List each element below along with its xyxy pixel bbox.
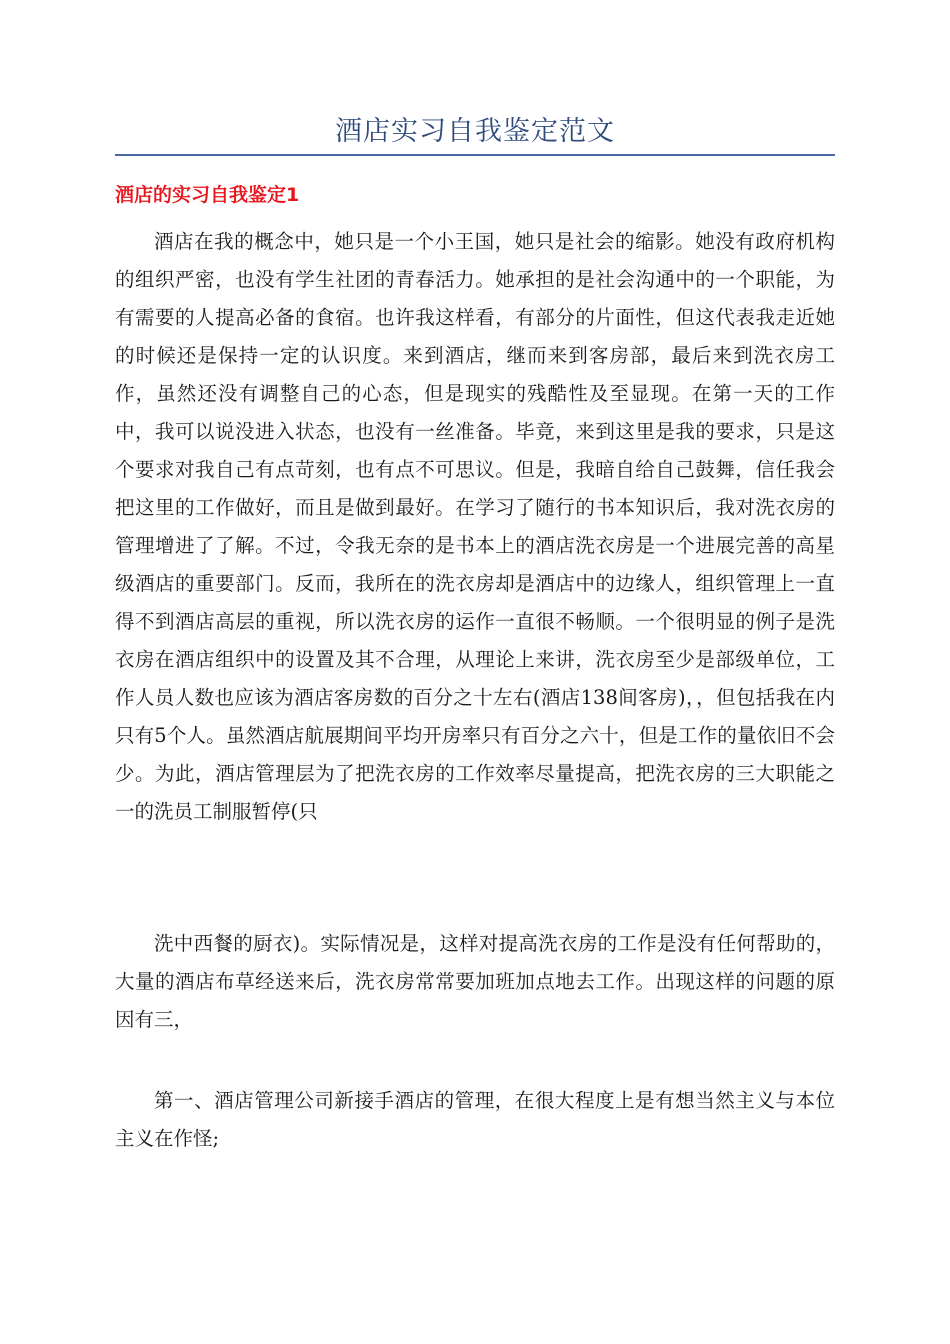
body-paragraph-1: 酒店在我的概念中，她只是一个小王国，她只是社会的缩影。她没有政府机构的组织严密，也没有学生社团的青春活力。她承担的是社会沟通中的一个职能，为有需要的人提高必备的食宿。也许我这样看，有部分的片面性，但这代表我走近她的时候还是保持一定的认识度。来到酒店，继而来到客房部，最后来到洗衣房工作，虽然还没有调整自己的心态，但是现实的残酷性及至显现。在第一天的工作中，我可以说没进入状态，也没有一丝准备。毕竟，来到这里是我的要求，只是这个要求对我自己有点苛刻，也有点不可思议。但是，我暗自给自己鼓舞，信任我会把这里的工作做好，而且是做到最好。在学习了随行的书本知识后，我对洗衣房的管理增进了了解。不过，令我无奈的是书本上的酒店洗衣房是一个进展完善的高星级酒店的重要部门。反而，我所在的洗衣房却是酒店中的边缘人，组织管理上一直得不到酒店高层的重视，所以洗衣房的运作一直很不畅顺。一个很明显的例子是洗衣房在酒店组织中的设置及其不合理，从理论上来讲，洗衣房至少是部级单位，工作人员人数也应该为酒店客房数的百分之十左右(酒店138间客房)，，但包括我在内只有5个人。虽然酒店航展期间平均开房率只有百分之六十，但是工作的量依旧不会少。为此，酒店管理层为了把洗衣房的工作效率尽量提高，把洗衣房的三大职能之一的洗员工制服暂停(只 (115, 230, 835, 823)
title-underline-divider (115, 154, 835, 156)
document-title: 酒店实习自我鉴定范文 (335, 116, 615, 147)
body-paragraph-2: 洗中西餐的厨衣)。实际情况是，这样对提高洗衣房的工作是没有任何帮助的，大量的酒店布草经送来后，洗衣房常常要加班加点地去工作。出现这样的问题的原因有三， (115, 932, 835, 1031)
section-heading: 酒店的实习自我鉴定1 (115, 184, 300, 206)
body-paragraph-3: 第一、酒店管理公司新接手酒店的管理，在很大程度上是有想当然主义与本位主义在作怪; (115, 1089, 835, 1150)
